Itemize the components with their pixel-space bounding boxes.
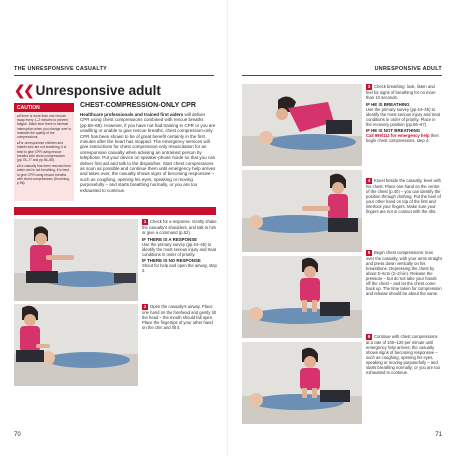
section-title: CHEST-COMPRESSION-ONLY CPR [80,102,196,109]
step-4: 4 Kneel beside the casualty, level with his chest. Place one hand on the centre of the chest (p.40) – you can identify the position through clothing. Put the heel of your other hand on top of the first and interlock your fingers. Make sure your fingers are not in contact with the ribs. [366,178,441,214]
running-head: UNRESPONSIVE ADULT [374,66,442,72]
step-3: 3 Check breathing: look, listen and feel for signs of breathing for no more than 10 seconds. IF HE IS BREATHING Use the primary survey (pp.44–45) to identify the most serious injury and treat conditions in order of priority. Place in the recovery position (pp.66–67). IF HE IS NOT BREATHING Call 999/112 for emergency help then begin chest compressions, step 4. [366,84,441,143]
photo-continue-compressions [242,342,362,424]
header-rule [14,75,214,76]
step-number: 3 [367,84,371,89]
step-subheading: IF THERE IS A RESPONSE [142,236,198,242]
photo-check-response [14,219,138,301]
photo-open-airway [14,304,138,386]
step-number: 4 [367,178,371,183]
step-2: 2 Open the casualty's airway. Place one hand on the forehead and gently tilt the head – the mouth should fall open. Place the fingertips of your other hand on the chin and lift it. [142,304,216,330]
step-1: 1 Check for a response. Gently shake the casualty's shoulders, and talk to him or give a command (p.52). IF THERE IS A RESPONSE Use the primary survey (pp.44–45) to identify the most serious injury and treat conditions in order of priority. IF THERE IS NO RESPONSE Shout for help and open the airway, step 2. [142,219,217,273]
caution-item: ■ For unresponsive children and infants who are not breathing, it is best to give CPR using rescue breaths with chest compressions (pp.78–77 and pp.86–88). [17,141,72,162]
step-subheading: IF HE IS BREATHING [366,101,410,107]
page-title: ❮❮ Unresponsive adult [14,83,161,98]
photo-hand-position [242,170,362,252]
step-number: 1 [143,219,147,224]
photo-check-breathing [242,84,362,166]
step-subheading: IF THERE IS NO RESPONSE [142,258,201,263]
step-5: 5 Begin chest compressions: lean over the casualty, with your arms straight and press down vertically on his breastbone. Depressing the chest by about 5–6cm (2–2½in). Release the pressure – but do not take your hands off the chest – and let the chest come back up. The time taken for compression and release should be about the same. [366,250,442,296]
caution-box [14,103,74,201]
chevron-icon: ❮❮ [14,83,33,98]
intro-paragraph: Healthcare professionals and trained first aiders will deliver CPR using chest compressions combined with rescue breaths (pp.68–69). However, if you have not had training in CPR or you are unwilling or unable to give rescue breaths, chest compression-only CPR has been shown to be of great benefit certainly in the first minutes after the heart has stopped. The emergency services will give instructions for chest compression-only resuscitation for an unresponsive casualty when advising an untrained person by telephone. Put your device on speaker-phone mode so that you can deliver first aid and talk to the dispatcher. Start chest compressions as soon as possible and continue them until emergency help arrives and takes over, the casualty shows signs of becoming responsive – such as coughing, opening his eyes, speaking or moving purposefully – and starts breathing normally, or you are too exhausted to continue. [80,112,216,193]
page-number: 70 [14,432,21,438]
caution-heading: CAUTION [14,103,74,112]
photo-chest-compressions [242,256,362,338]
step-number: 5 [367,250,371,255]
right-page [228,0,456,456]
page-number: 71 [435,432,442,438]
running-head: THE UNRESPONSIVE CASUALTY [14,66,108,72]
step-6: 6 Continue with chest compressions at a rate of 100–120 per minute until emergency help arrives; the casualty shows signs of becoming responsive – such as coughing, opening his eyes, speaking or moving purposefully – and starts breathing normally; or you are too exhausted to continue. [366,334,441,375]
emergency-call-text: Call 999/112 for emergency help [366,133,430,138]
step-number: 2 [143,304,147,309]
caution-item: ■ If there is more than one rescuer swap every 1–2 minutes to prevent fatigue. Make sure there is minimal interruption when you change over to maintain the quality of the compressions. [17,114,72,139]
header-rule [242,75,442,76]
caution-item: ■ If a casualty has been rescued from water and is not breathing, it is best to give CPR using rescue breaths with chest compressions (Drowning, p.96). [17,164,72,185]
step-subheading: IF HE IS NOT BREATHING [366,128,421,133]
step-number: 6 [367,334,371,339]
what-to-do-bar [14,207,216,215]
